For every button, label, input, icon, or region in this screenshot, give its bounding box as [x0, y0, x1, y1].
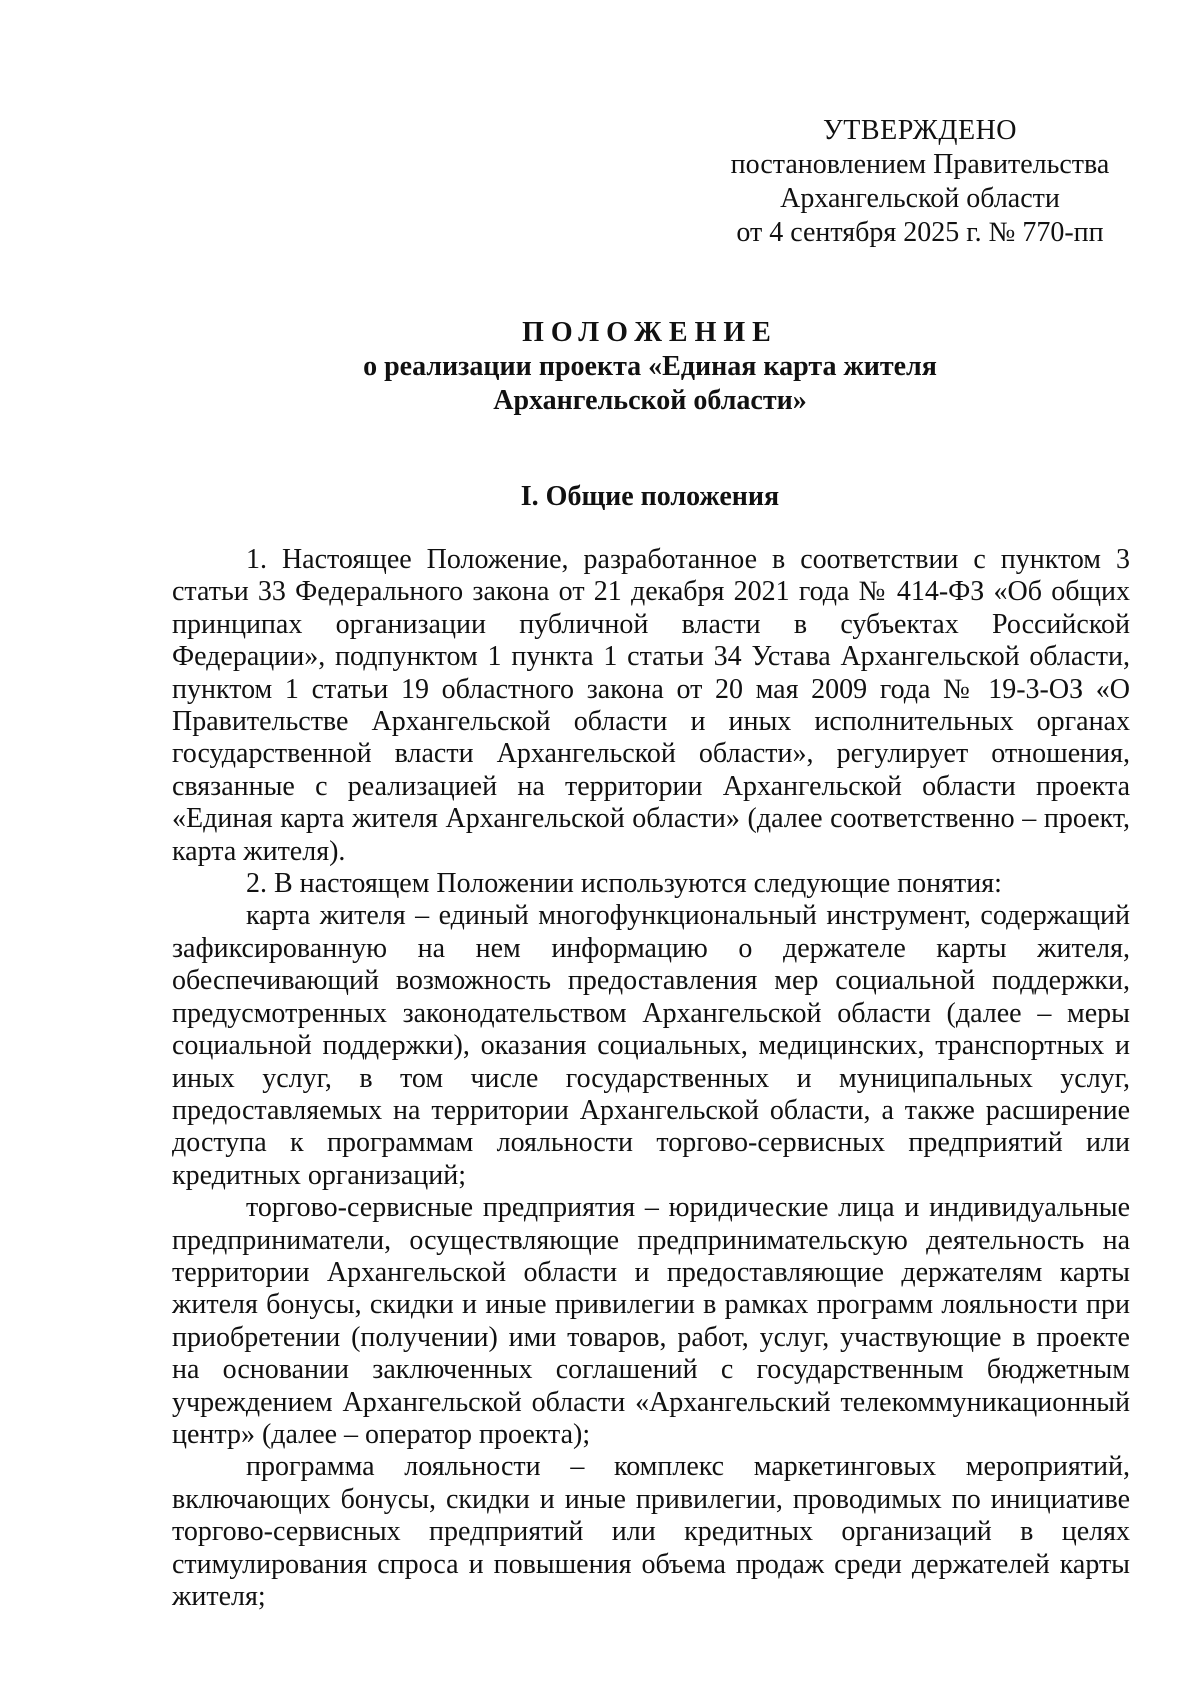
approval-line-1: постановлением Правительства [730, 149, 1110, 180]
section-heading: I. Общие положения [520, 481, 780, 512]
paragraph-2: 2. В настоящем Положении используются следующие понятия: [246, 868, 1002, 900]
approval-heading: УТВЕРЖДЕНО [822, 115, 1018, 146]
approval-line-2: Архангельской области [780, 183, 1060, 214]
definition-loyalty-program: программа лояльности – комплекс маркетинговых мероприятий, включающих бонусы, скидки и иные привилегии, проводимых по инициативе торгово-сервисных предприятий или кредитных организаций в целях стимулирования спроса и повышения объема продаж среди держателей карты жителя; [172, 1451, 1130, 1612]
title-line-2: Архангельской области» [493, 385, 807, 416]
document-type: ПОЛОЖЕНИЕ [522, 317, 778, 348]
approval-stamp [700, 114, 1140, 250]
definition-trade-service-enterprises: торгово-сервисные предприятия – юридические лица и индивидуальные предприниматели, осуществляющие предпринимательскую деятельность на территории Архангельской области и предоставляющие держателям карты жителя бонусы, скидки и иные привилегии в рамках программ лояльности при приобретении (получении) ими товаров, работ, услуг, участвующие в проекте на основании заключенных соглашений с государственным бюджетным учреждением Архангельской области «Архангельский телекоммуникационный центр» (далее – оператор проекта); [172, 1192, 1130, 1450]
definition-resident-card: карта жителя – единый многофункциональный инструмент, содержащий зафиксированную на нем информацию о держателе карты жителя, обеспечивающий возможность предоставления мер социальной поддержки, предусмотренных законодательством Архангельской области (далее – меры социальной поддержки), оказания социальных, медицинских, транспортных и иных услуг, в том числе государственных и муниципальных услуг, предоставляемых на территории Архангельской области, а также расширение доступа к программам лояльности торгово-сервисных предприятий или кредитных организаций; [172, 900, 1130, 1191]
body-text [172, 544, 1130, 1613]
document-title [170, 316, 1130, 418]
approval-line-3: от 4 сентября 2025 г. № 770-пп [736, 217, 1104, 248]
paragraph-1: 1. Настоящее Положение, разработанное в соответствии с пунктом 3 статьи 33 Федерального закона от 21 декабря 2021 года № 414-ФЗ «Об общих принципах организации публичной власти в субъектах Российской Федерации», подпунктом 1 пункта 1 статьи 34 Устава Архангельской области, пунктом 1 статьи 19 областного закона от 20 мая 2009 года № 19-3-ОЗ «О Правительстве Архангельской области и иных исполнительных органах государственной власти Архангельской области», регулирует отношения, связанные с реализацией на территории Архангельской области проекта «Единая карта жителя Архангельской области» (далее соответственно – проект, карта жителя). [172, 544, 1130, 867]
title-line-1: о реализации проекта «Единая карта жителя [363, 351, 937, 382]
